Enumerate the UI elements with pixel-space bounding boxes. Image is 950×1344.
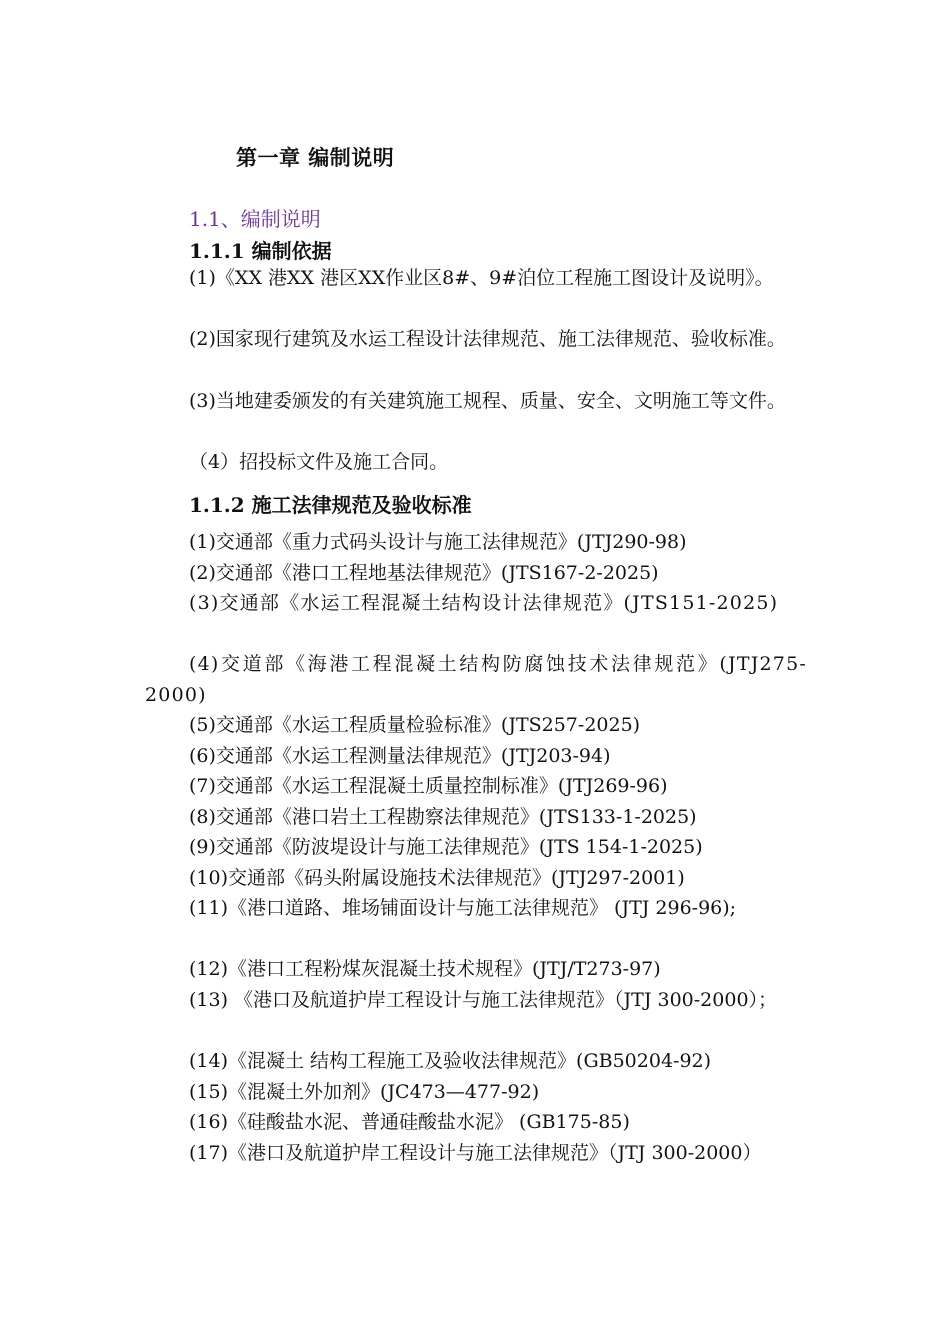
standard-item: (12)《港口工程粉煤灰混凝土技术规程》(JTJ/T273-97): [189, 958, 661, 980]
standard-item: (5)交通部《水运工程质量检验标准》(JTS257-2025): [189, 714, 641, 736]
section-title: 1.1、编制说明: [189, 207, 321, 231]
basis-item: (1)《XX 港XX 港区XX作业区8#、9#泊位工程施工图设计及说明》。: [189, 267, 774, 289]
standard-item: (16)《硅酸盐水泥、普通硅酸盐水泥》 (GB175-85): [189, 1111, 630, 1133]
standard-item: (13) 《港口及航道护岸工程设计与施工法律规范》（JTJ 300-2000）；: [189, 989, 778, 1011]
standard-item: (8)交通部《港口岩土工程勘察法律规范》(JTS133-1-2025): [189, 806, 697, 828]
standard-item: (11)《港口道路、堆场铺面设计与施工法律规范》 (JTJ 296-96);: [189, 897, 737, 919]
standard-item: (17)《港口及航道护岸工程设计与施工法律规范》（JTJ 300-2000）: [189, 1142, 762, 1164]
basis-item: (2)国家现行建筑及水运工程设计法律规范、施工法律规范、验收标准。: [189, 328, 786, 350]
standard-item: (9)交通部《防波堤设计与施工法律规范》(JTS 154-1-2025): [189, 836, 703, 858]
basis-item: (3)当地建委颁发的有关建筑施工规程、质量、安全、文明施工等文件。: [189, 390, 786, 412]
chapter-title: 第一章 编制说明: [236, 145, 395, 170]
standard-item: (4)交道部《海港工程混凝土结构防腐蚀技术法律规范》(JTJ275-2000): [145, 653, 807, 706]
standard-item: (1)交通部《重力式码头设计与施工法律规范》(JTJ290-98): [189, 531, 687, 553]
standard-item: (10)交通部《码头附属设施技术法律规范》(JTJ297-2001): [189, 867, 685, 889]
standard-item: (15)《混凝土外加剂》(JC473—477-92): [189, 1081, 540, 1103]
basis-item: （4）招投标文件及施工合同。: [189, 451, 449, 473]
standard-item: (6)交通部《水运工程测量法律规范》(JTJ203-94): [189, 745, 611, 767]
standard-item: (2)交通部《港口工程地基法律规范》(JTS167-2-2025): [189, 562, 659, 584]
basis-heading: 1.1.1 编制依据: [189, 239, 332, 263]
standards-heading: 1.1.2 施工法律规范及验收标准: [189, 493, 472, 517]
standard-item: (14)《混凝土 结构工程施工及验收法律规范》(GB50204-92): [189, 1050, 712, 1072]
standard-item: (7)交通部《水运工程混凝土质量控制标准》(JTJ269-96): [189, 775, 668, 797]
standard-item: (3)交通部《水运工程混凝土结构设计法律规范》(JTS151-2025): [189, 592, 779, 614]
